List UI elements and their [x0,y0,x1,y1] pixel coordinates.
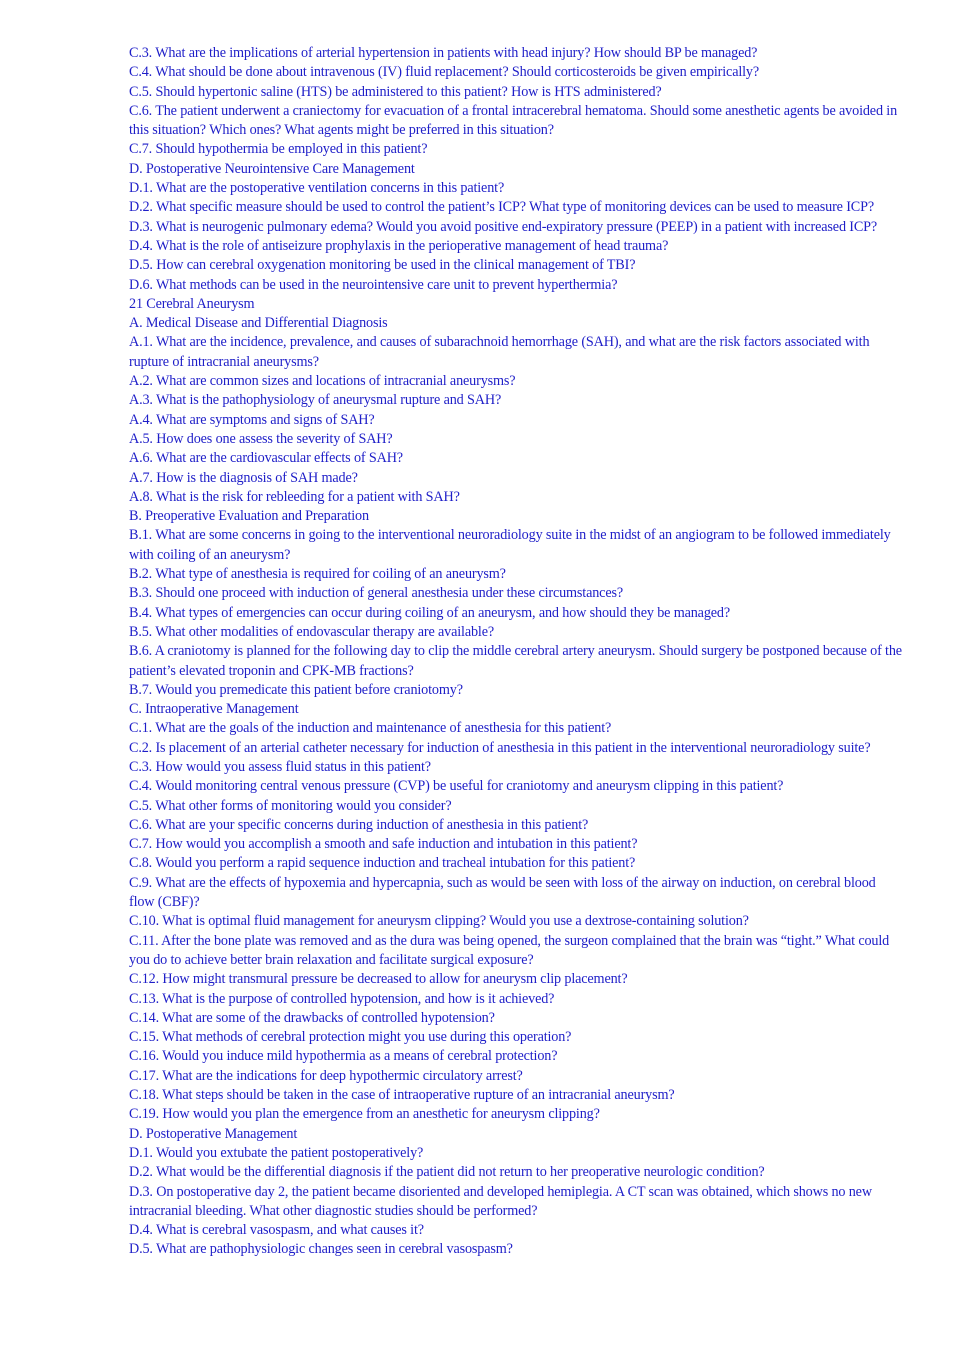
text-line: C.3. How would you assess fluid status in this patient? [129,758,431,775]
text-line: A.1. What are the incidence, prevalence, and causes of subarachnoid hemorrhage (SAH), and what are the risk factors associated with rupture of intracranial aneurysms? [129,334,870,370]
section-heading: D. Postoperative Neurointensive Care Management [129,160,415,177]
text-line: C.13. What is the purpose of controlled hypotension, and how is it achieved? [129,990,555,1007]
section-heading: A. Medical Disease and Differential Diagnosis [129,315,388,332]
text-line: C.3. What are the implications of arterial hypertension in patients with head injury? How should BP be managed? [129,45,758,61]
text-line: D.3. On postoperative day 2, the patient became disoriented and developed hemiplegia. A CT scan was obtained, which shows no new intracranial bleeding. What other diagnostic studies should be performed? [129,1183,872,1219]
text-line: B.2. What type of anesthesia is required for coiling of an aneurysm? [129,566,506,583]
section-heading: B. Preoperative Evaluation and Preparation [129,508,369,525]
text-line: B.1. What are some concerns in going to the interventional neuroradiology suite in the midst of an angiogram to be followed immediately with coiling of an aneurysm? [129,527,891,563]
text-line: C.11. After the bone plate was removed and as the dura was being opened, the surgeon complained that the brain was “tight.” What could you do to achieve better brain relaxation and facilitate surgical exposure? [129,932,890,968]
text-line: C.18. What steps should be taken in the case of intraoperative rupture of an intracranial aneurysm? [129,1087,675,1104]
section-heading: D. Postoperative Management [129,1125,298,1142]
chapter-heading: 21 Cerebral Aneurysm [129,295,255,312]
text-line: C.7. Should hypothermia be employed in this patient? [129,141,428,158]
text-line: C.7. How would you accomplish a smooth and safe induction and intubation in this patient? [129,836,638,853]
text-line: B.4. What types of emergencies can occur during coiling of an aneurysm, and how should they be managed? [129,604,730,621]
text-line: D.5. How can cerebral oxygenation monitoring be used in the clinical management of TBI? [129,257,636,274]
text-line: C.2. Is placement of an arterial catheter necessary for induction of anesthesia in this patient in the interventional neuroradiology suite? [129,739,871,756]
text-line: C.6. The patient underwent a craniectomy for evacuation of a frontal intracerebral hematoma. Should some anesthetic agents be avoided in this situation? Which ones? What agents might be preferred in this situation? [129,102,898,139]
text-line: A.3. What is the pathophysiology of aneurysmal rupture and SAH? [129,392,502,409]
text-line: B.6. A craniotomy is planned for the following day to clip the middle cerebral artery aneurysm. Should surgery be postponed because of the patient’s elevated troponin and CPK-MB fractions? [129,643,902,679]
text-line: C.4. Would monitoring central venous pressure (CVP) be useful for craniotomy and aneurysm clipping in this patient? [129,778,784,795]
text-line: A.4. What are symptoms and signs of SAH? [129,411,375,428]
text-line: D.2. What specific measure should be used to control the patient’s ICP? What type of monitoring devices can be used to measure ICP? [129,199,874,216]
text-line: C.8. Would you perform a rapid sequence induction and tracheal intubation for this patient? [129,855,636,872]
text-line: D.3. What is neurogenic pulmonary edema? Would you avoid positive end-expiratory pressure (PEEP) in a patient with increased ICP? [129,218,878,235]
text-line: C.1. What are the goals of the induction and maintenance of anesthesia for this patient? [129,720,612,737]
text-line: C.6. What are your specific concerns during induction of anesthesia in this patient? [129,816,589,833]
text-line: C.12. How might transmural pressure be decreased to allow for aneurysm clip placement? [129,971,628,988]
text-line: B.3. Should one proceed with induction of general anesthesia under these circumstances? [129,585,623,602]
text-line: C.5. Should hypertonic saline (HTS) be administered to this patient? How is HTS administered? [129,83,662,100]
text-line: D.1. Would you extubate the patient postoperatively? [129,1144,424,1161]
text-line: D.4. What is the role of antiseizure prophylaxis in the perioperative management of head trauma? [129,237,669,254]
text-line: B.5. What other modalities of endovascular therapy are available? [129,623,495,640]
text-line: C.14. What are some of the drawbacks of controlled hypotension? [129,1009,495,1026]
text-line: D.6. What methods can be used in the neurointensive care unit to prevent hyperthermia? [129,276,618,293]
text-line: D.4. What is cerebral vasospasm, and what causes it? [129,1222,424,1239]
text-line: C.17. What are the indications for deep hypothermic circulatory arrest? [129,1067,523,1084]
text-line: C.5. What other forms of monitoring would you consider? [129,797,452,814]
text-line: B.7. Would you premedicate this patient before craniotomy? [129,681,463,698]
document-page [129,44,904,1260]
text-line: D.5. What are pathophysiologic changes seen in cerebral vasospasm? [129,1241,513,1258]
text-line: A.5. How does one assess the severity of SAH? [129,430,393,447]
text-line: C.19. How would you plan the emergence from an anesthetic for aneurysm clipping? [129,1106,600,1123]
section-heading: C. Intraoperative Management [129,701,299,718]
text-line: A.8. What is the risk for rebleeding for a patient with SAH? [129,488,460,505]
text-line: C.9. What are the effects of hypoxemia and hypercapnia, such as would be seen with loss of the airway on induction, on cerebral blood flow (CBF)? [129,874,876,911]
text-line: A.6. What are the cardiovascular effects of SAH? [129,450,403,467]
text-line: C.10. What is optimal fluid management for aneurysm clipping? Would you use a dextrose-containing solution? [129,913,749,930]
text-line: D.2. What would be the differential diagnosis if the patient did not return to her preoperative neurologic condition? [129,1164,765,1181]
text-line: C.4. What should be done about intravenous (IV) fluid replacement? Should corticosteroids be given empirically? [129,64,760,81]
text-line: D.1. What are the postoperative ventilation concerns in this patient? [129,180,505,197]
text-line: A.7. How is the diagnosis of SAH made? [129,469,358,486]
text-line: C.16. Would you induce mild hypothermia as a means of cerebral protection? [129,1048,558,1065]
text-line: A.2. What are common sizes and locations of intracranial aneurysms? [129,373,516,390]
text-line: C.15. What methods of cerebral protection might you use during this operation? [129,1029,572,1046]
